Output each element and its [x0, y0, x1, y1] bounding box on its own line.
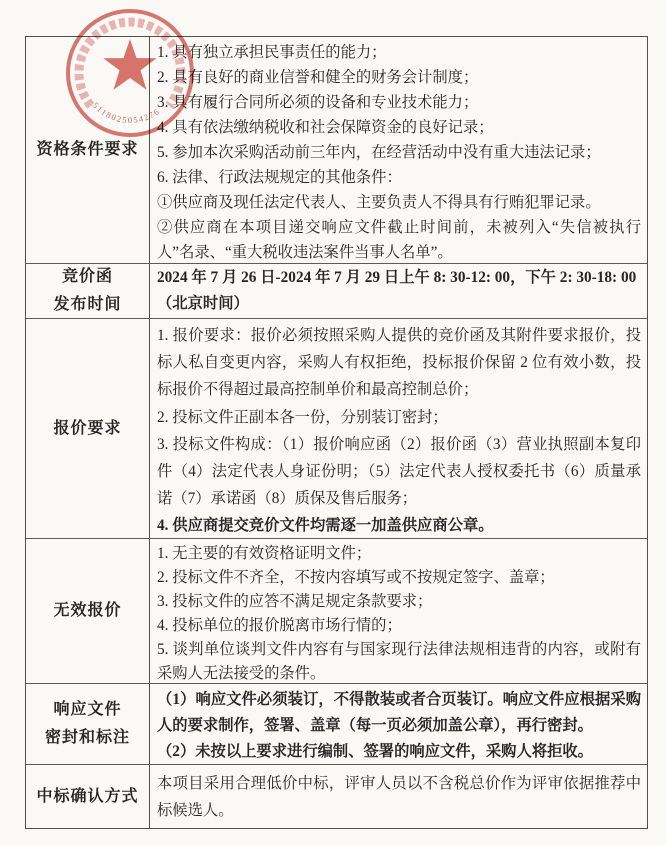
list-item: （1）响应文件必须装订，不得散装或者合页装订。响应文件应根据采购人的要求制作，签署、盖章（每一页必须加盖公章），再行密封。	[157, 691, 641, 734]
list-item: 2. 投标文件不齐全，不按内容填写或不按规定签字、盖章；	[157, 569, 555, 586]
release-time-value: 2024 年 7 月 26 日-2024 年 7 月 29 日上午 8: 30-12: 00，下午 2: 30-18: 00	[157, 269, 637, 286]
table-row-release-time	[26, 263, 647, 318]
row-label-line: 响应文件	[53, 701, 122, 718]
seal-number: 5118025054276	[90, 100, 162, 126]
row-content-qualification	[150, 37, 647, 263]
timezone-note: （北京时间）	[157, 295, 249, 312]
row-label-line: 无效报价	[53, 602, 122, 619]
row-label-line: 竞价函	[61, 268, 113, 285]
list-item: 1. 报价要求：报价必须按照采购人提供的竞价函及其附件要求报价，投标人私自变更内容，采购人有权拒绝，投标报价保留 2 位有效小数，投标报价不得超过最高控制单价和最高控制总价；	[157, 327, 641, 399]
row-label-line: 密封和标注	[44, 729, 130, 746]
list-item: ②供应商在本项目递交响应文件截止时间前，未被列入“失信被执行人”名录、“重大税收违法案件当事人名单”。	[157, 219, 641, 261]
row-content-release-time	[150, 264, 647, 318]
row-content-quotation-requirements	[150, 319, 647, 538]
row-header-release-time	[26, 264, 150, 318]
row-content-sealing-marking	[150, 684, 647, 764]
list-item: 4. 具有依法缴纳税收和社会保障资金的良好记录；	[157, 119, 494, 136]
list-item: 1. 具有独立承担民事责任的能力；	[157, 44, 387, 61]
row-content-award-confirmation	[150, 765, 647, 828]
table-row-quotation-requirements	[26, 318, 647, 538]
row-header-award-confirmation	[26, 765, 150, 828]
list-item: 4. 供应商提交竞价文件均需逐一加盖供应商公章。	[157, 517, 494, 535]
seal-number-text	[91, 100, 162, 125]
list-item: 5. 谈判单位谈判文件内容有与国家现行法律法规相违背的内容，或附有采购人无法接受的条件。	[157, 641, 641, 682]
list-item: ①供应商及现任法定代表人、主要负责人不得具有行贿犯罪记录。	[157, 194, 601, 211]
red-official-seal-stamp	[53, 2, 213, 152]
row-content-invalid-quotation	[150, 539, 647, 683]
list-item: 6. 法律、行政法规规定的其他条件：	[157, 169, 402, 186]
table-row-award-confirmation	[26, 764, 647, 828]
list-item: 3. 具有履行合同所必须的设备和专业技术能力；	[157, 94, 479, 111]
list-item: 2. 投标文件正副本各一份，分别装订密封；	[157, 408, 448, 426]
list-item: （2）未按以上要求进行编制、签署的响应文件，采购人将拒收。	[157, 743, 593, 760]
seal-star-icon	[103, 39, 156, 90]
row-label-line: 中标确认方式	[36, 787, 139, 805]
award-method-text: 本项目采用合理低价中标，评审人员以不含税总价作为评审依据推荐中标候选人。	[157, 775, 641, 819]
list-item: 2. 具有良好的商业信誉和健全的财务会计制度；	[157, 69, 479, 86]
table-row-invalid-quotation	[26, 538, 647, 683]
row-label-line: 资格条件要求	[36, 141, 139, 158]
row-header-invalid-quotation	[26, 539, 150, 683]
list-item: 4. 投标单位的报价脱离市场行情的；	[157, 617, 402, 634]
row-header-quotation-requirements	[26, 319, 150, 538]
list-item: 3. 投标文件的应答不满足规定条款要求；	[157, 593, 433, 610]
row-label-line: 报价要求	[53, 419, 122, 437]
list-item: 5. 参加本次采购活动前三年内，在经营活动中没有重大违法记录；	[157, 144, 601, 161]
row-label-line: 发布时间	[53, 296, 122, 313]
bidding-terms-table	[25, 36, 648, 829]
list-item: 1. 无主要的有效资格证明文件；	[157, 545, 372, 562]
row-header-sealing-marking	[26, 684, 150, 764]
table-row-sealing-marking	[26, 683, 647, 764]
list-item: 3. 投标文件构成：（1）报价响应函（2）报价函（3）营业执照副本复印件（4）法定代表人身证份明；（5）法定代表人授权委托书（6）质量承诺（7）承诺函（8）质保及售后服务；	[157, 435, 641, 508]
